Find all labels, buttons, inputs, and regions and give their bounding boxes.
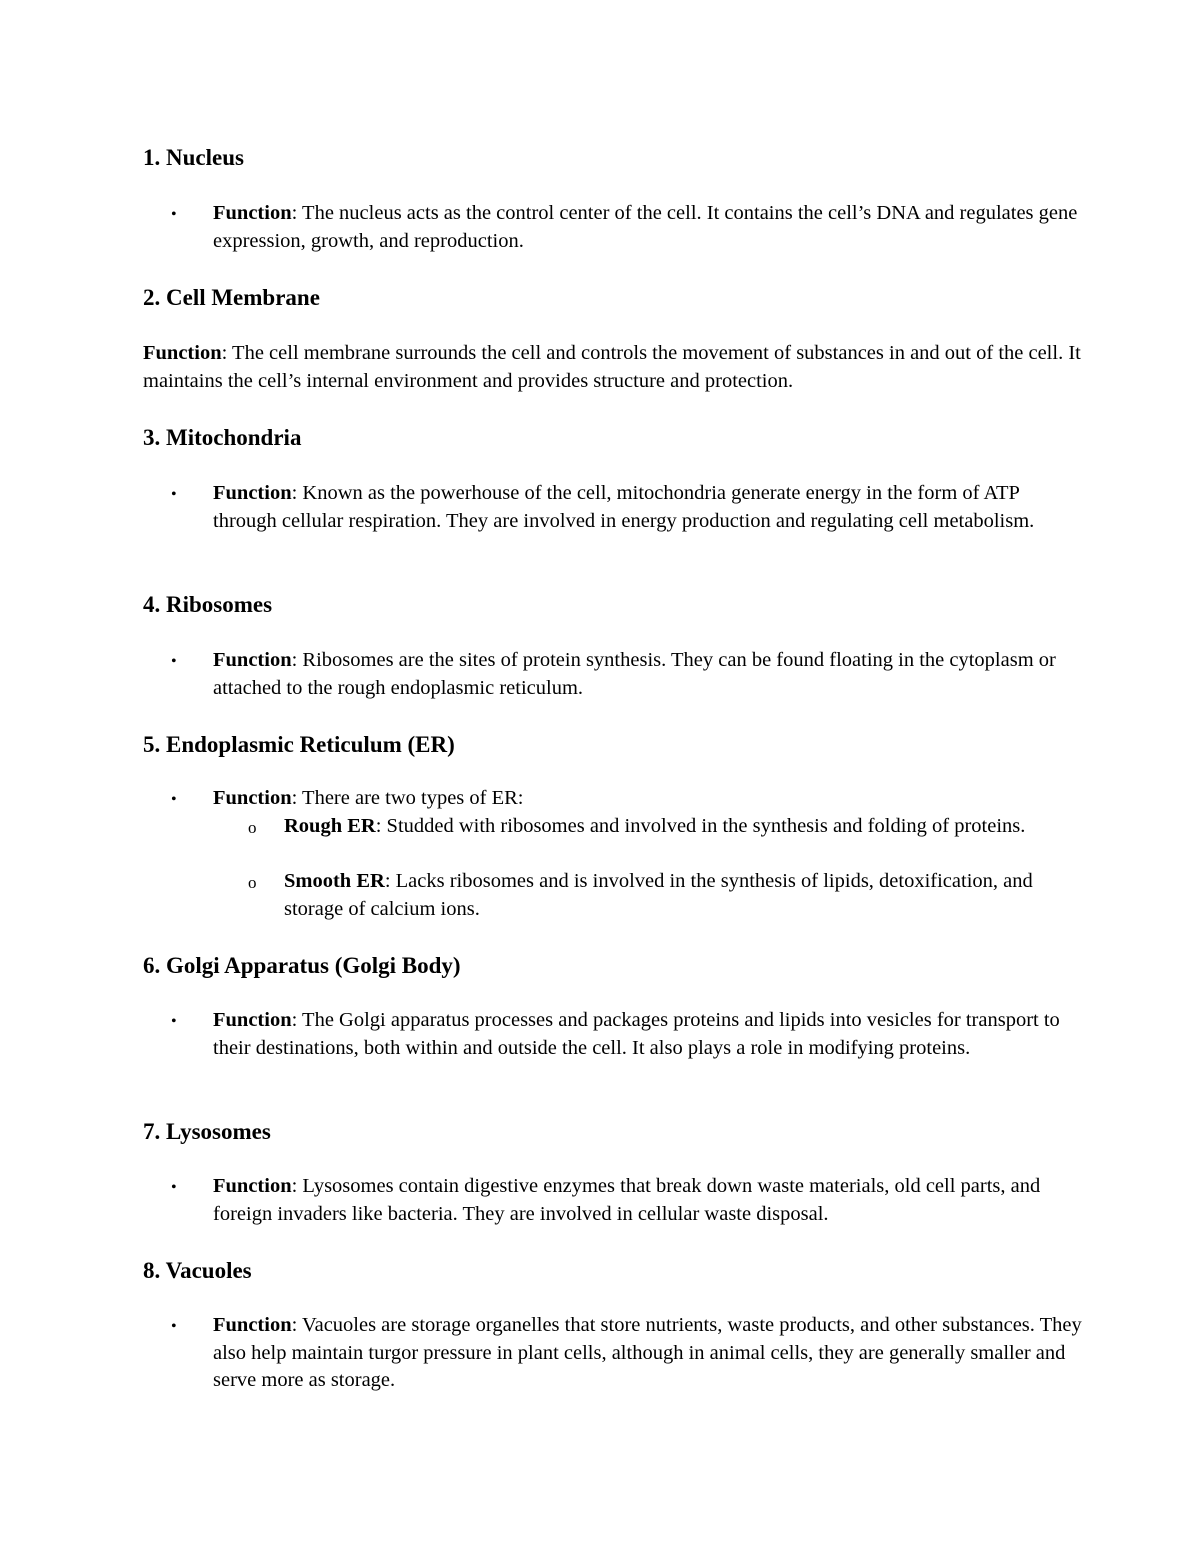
function-text: : Known as the powerhouse of the cell, mitochondria generate energy in the form of ATP through cellular respiration. They are involved in energy production and regulating cell metabolism. [213, 482, 1035, 532]
sub-bullet-icon: o [248, 873, 257, 892]
function-label: Function [213, 1009, 292, 1031]
function-paragraph-ribosomes [213, 647, 1083, 702]
function-paragraph-vacuoles [213, 1312, 1083, 1395]
function-paragraph-nucleus [213, 200, 1083, 255]
section-heading-nucleus: 1. Nucleus [143, 145, 244, 170]
function-label: Function [213, 787, 292, 809]
function-paragraph-golgi [213, 1007, 1083, 1062]
function-text: : Lysosomes contain digestive enzymes that break down waste materials, old cell parts, and foreign invaders like bacteria. They are involved in cellular waste disposal. [213, 1175, 1041, 1225]
function-label: Function [213, 1175, 292, 1197]
function-paragraph-er [213, 785, 1083, 813]
bullet-icon: • [171, 791, 177, 808]
sub-item-label: Smooth ER [284, 870, 385, 892]
function-label: Function [213, 649, 292, 671]
function-text: : The cell membrane surrounds the cell and controls the movement of substances in and out of the cell. It maintains the cell’s internal environment and provides structure and protection. [143, 342, 1081, 392]
function-paragraph-mitochondria [213, 480, 1083, 535]
section-heading-mitochondria: 3. Mitochondria [143, 425, 302, 450]
function-paragraph-cell-membrane [143, 340, 1083, 395]
bullet-icon: • [171, 653, 177, 670]
section-heading-cell-membrane: 2. Cell Membrane [143, 285, 320, 310]
function-label: Function [143, 342, 222, 364]
function-text: : Vacuoles are storage organelles that store nutrients, waste products, and other substances. They also help maintain turgor pressure in plant cells, although in animal cells, they are generally smaller and serve more as storage. [213, 1314, 1082, 1391]
sub-item-rough-er [284, 813, 1074, 841]
function-text: : The Golgi apparatus processes and packages proteins and lipids into vesicles for transport to their destinations, both within and outside the cell. It also plays a role in modifying proteins. [213, 1009, 1060, 1059]
bullet-icon: • [171, 1318, 177, 1335]
function-text: : The nucleus acts as the control center of the cell. It contains the cell’s DNA and regulates gene expression, growth, and reproduction. [213, 202, 1078, 252]
section-heading-vacuoles: 8. Vacuoles [143, 1258, 252, 1283]
function-label: Function [213, 202, 292, 224]
section-heading-ribosomes: 4. Ribosomes [143, 592, 273, 617]
bullet-icon: • [171, 486, 177, 503]
section-heading-lysosomes: 7. Lysosomes [143, 1119, 271, 1144]
section-heading-golgi-apparatus: 6. Golgi Apparatus (Golgi Body) [143, 953, 461, 978]
sub-item-text: : Studded with ribosomes and involved in the synthesis and folding of proteins. [375, 815, 1026, 837]
sub-bullet-icon: o [248, 818, 257, 837]
sub-item-smooth-er [284, 868, 1074, 923]
function-label: Function [213, 1314, 292, 1336]
sub-item-label: Rough ER [284, 815, 376, 837]
bullet-icon: • [171, 206, 177, 223]
section-heading-endoplasmic-reticulum: 5. Endoplasmic Reticulum (ER) [143, 732, 455, 757]
function-label: Function [213, 482, 292, 504]
function-text: : Ribosomes are the sites of protein synthesis. They can be found floating in the cytoplasm or attached to the rough endoplasmic reticulum. [213, 649, 1056, 699]
bullet-icon: • [171, 1013, 177, 1030]
function-text: : There are two types of ER: [291, 787, 524, 809]
sub-item-text: : Lacks ribosomes and is involved in the synthesis of lipids, detoxification, and storage of calcium ions. [284, 870, 1033, 920]
bullet-icon: • [171, 1179, 177, 1196]
function-paragraph-lysosomes [213, 1173, 1083, 1228]
